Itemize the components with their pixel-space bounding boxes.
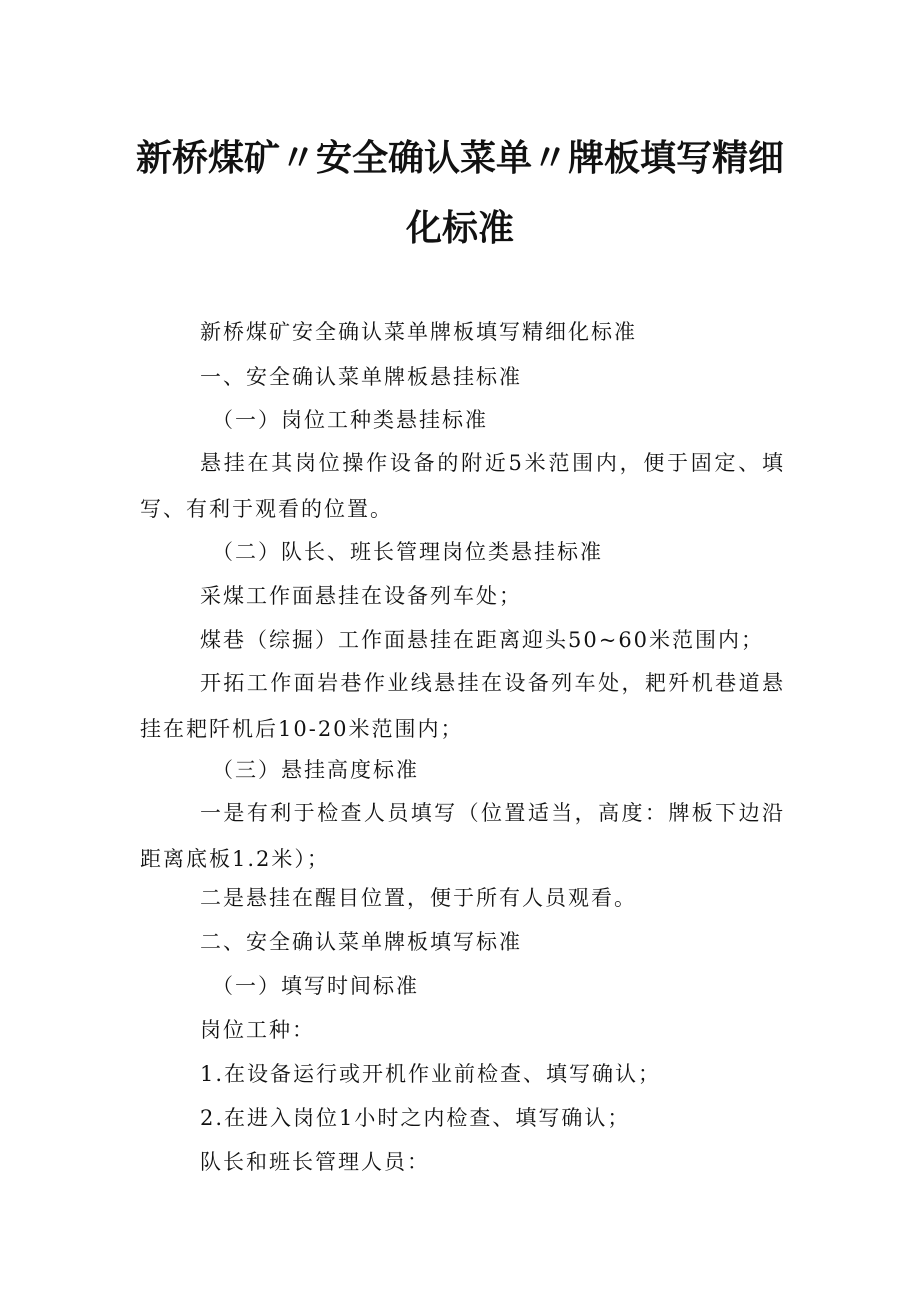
paragraph-height-rule-2: 二是悬挂在醒目位置，便于所有人员观看。	[200, 886, 637, 910]
paragraph-coal-roadway: 煤巷（综掘）工作面悬挂在距离迎头50~60米范围内；	[200, 628, 765, 652]
paragraph-development-face: 开拓工作面岩巷作业线悬挂在设备列车处，耙歼机巷道悬挂在耙阡机后10-20米范围内；	[140, 671, 785, 741]
list-item-1: 1.在设备运行或开机作业前检查、填写确认；	[200, 1062, 662, 1086]
section-heading-2: 二、安全确认菜单牌板填写标准	[200, 930, 522, 954]
subsection-heading-1-2: （二）队长、班长管理岗位类悬挂标准	[212, 540, 603, 564]
paragraph-position-rule: 悬挂在其岗位操作设备的附近5米范围内，便于固定、填写、有利于观看的位置。	[140, 451, 785, 521]
subsection-heading-1-3: （三）悬挂高度标准	[212, 758, 419, 782]
subsection-heading-2-1: （一）填写时间标准	[212, 974, 419, 998]
paragraph-subtitle: 新桥煤矿安全确认菜单牌板填写精细化标准	[200, 320, 637, 344]
document-title-line-1: 新桥煤矿〃安全确认菜单〃牌板填写精细	[135, 138, 784, 179]
paragraph-post-workers: 岗位工种：	[200, 1018, 315, 1042]
paragraph-managers: 队长和班长管理人员：	[200, 1150, 430, 1174]
paragraph-mining-face: 采煤工作面悬挂在设备列车处；	[200, 584, 522, 608]
list-item-2: 2.在进入岗位1小时之内检查、填写确认；	[200, 1106, 631, 1130]
paragraph-height-rule-1: 一是有利于检查人员填写（位置适当，高度：牌板下边沿距离底板1.2米）；	[140, 801, 785, 871]
section-heading-1: 一、安全确认菜单牌板悬挂标准	[200, 365, 522, 389]
document-title-line-2: 化标准	[405, 208, 514, 249]
subsection-heading-1-1: （一）岗位工种类悬挂标准	[212, 408, 488, 432]
